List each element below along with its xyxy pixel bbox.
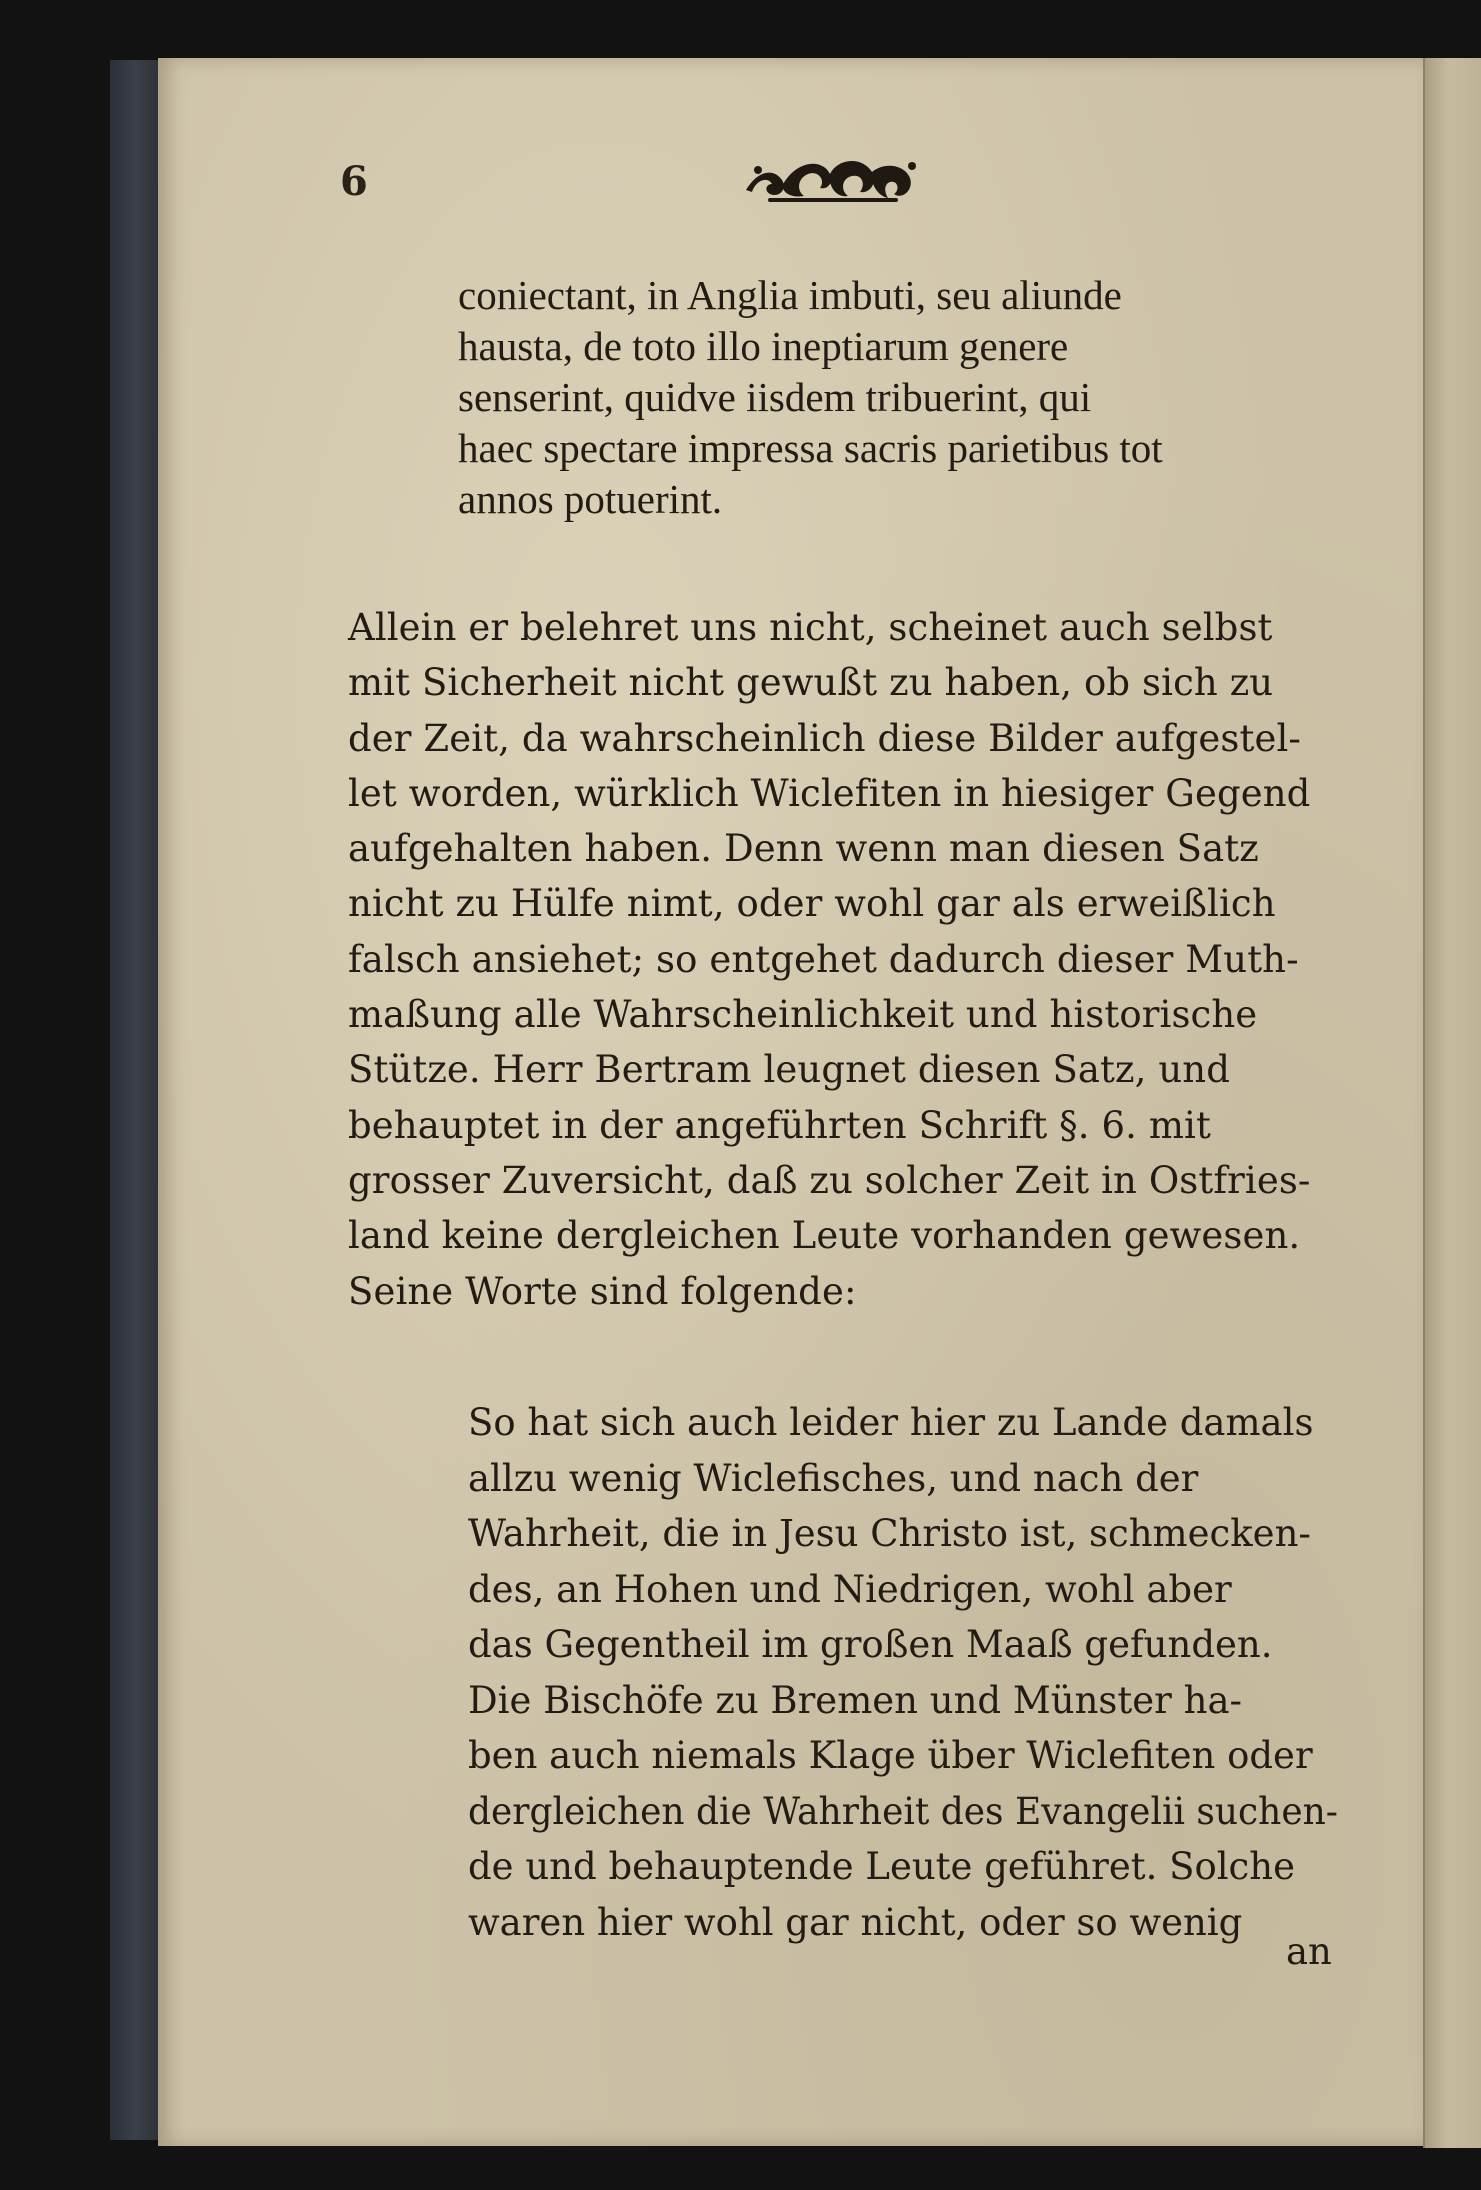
quote-line: waren hier wohl gar nicht, oder so wenig	[468, 1900, 1243, 1944]
german-paragraph	[348, 600, 1338, 1319]
latin-line: haec spectare impressa sacris parietibus tot	[458, 425, 1163, 471]
quote-line: allzu wenig Wiclefisches, und nach der	[468, 1456, 1199, 1500]
latin-line: senserint, quidve iisdem tribuerint, qui	[458, 374, 1092, 420]
latin-line: hausta, de toto illo ineptiarum genere	[458, 323, 1069, 369]
german-line: mit Sicherheit nicht gewußt zu haben, ob sich zu	[348, 661, 1274, 705]
quote-line: So hat sich auch leider hier zu Lande damals	[468, 1401, 1314, 1444]
german-line: grosser Zuversicht, daß zu solcher Zeit in Ostfries-	[348, 1158, 1311, 1202]
german-line: falsch ansiehet; so entgehet dadurch dieser Muth-	[348, 937, 1299, 981]
quote-line: ben auch niemals Klage über Wiclefiten oder	[468, 1734, 1313, 1777]
quote-line: dergleichen die Wahrheit des Evangelii suchen-	[468, 1789, 1338, 1833]
facing-page-edge	[1423, 58, 1481, 2148]
quote-line: Die Bischöfe zu Bremen und Münster ha-	[468, 1678, 1243, 1722]
quote-line: des, an Hohen und Niedrigen, wohl aber	[468, 1567, 1232, 1611]
german-line: behauptet in der angeführten Schrift §. 6. mit	[348, 1103, 1211, 1147]
quote-line: das Gegentheil im großen Maaß gefunden.	[468, 1623, 1273, 1666]
quote-line: de und behauptende Leute geführet. Solche	[468, 1845, 1296, 1888]
german-line: Stütze. Herr Bertram leugnet diesen Satz, und	[348, 1048, 1230, 1092]
quotation-block	[468, 1395, 1338, 1950]
latin-line: annos potuerint.	[458, 476, 723, 522]
page-number: 6	[340, 158, 368, 205]
german-line: nicht zu Hülfe nimt, oder wohl gar als erweißlich	[348, 882, 1276, 926]
catchword: an	[1286, 1930, 1332, 1973]
printer-ornament-icon	[738, 150, 924, 212]
quote-line: Wahrheit, die in Jesu Christo ist, schmecken-	[468, 1512, 1311, 1555]
german-line: aufgehalten haben. Denn wenn man diesen Satz	[348, 827, 1259, 871]
latin-paragraph	[458, 270, 1338, 525]
german-line: let worden, würklich Wiclefiten in hiesiger Gegend	[348, 771, 1311, 815]
german-line: maßung alle Wahrscheinlichkeit und historische	[348, 993, 1258, 1037]
german-line: Seine Worte sind folgende:	[348, 1269, 857, 1313]
latin-line: coniectant, in Anglia imbuti, seu aliunde	[458, 272, 1122, 318]
german-line: Allein er belehret uns nicht, scheinet auch selbst	[348, 606, 1273, 649]
german-line: der Zeit, da wahrscheinlich diese Bilder aufgestel-	[348, 716, 1301, 760]
german-line: land keine dergleichen Leute vorhanden gewesen.	[348, 1214, 1301, 1258]
